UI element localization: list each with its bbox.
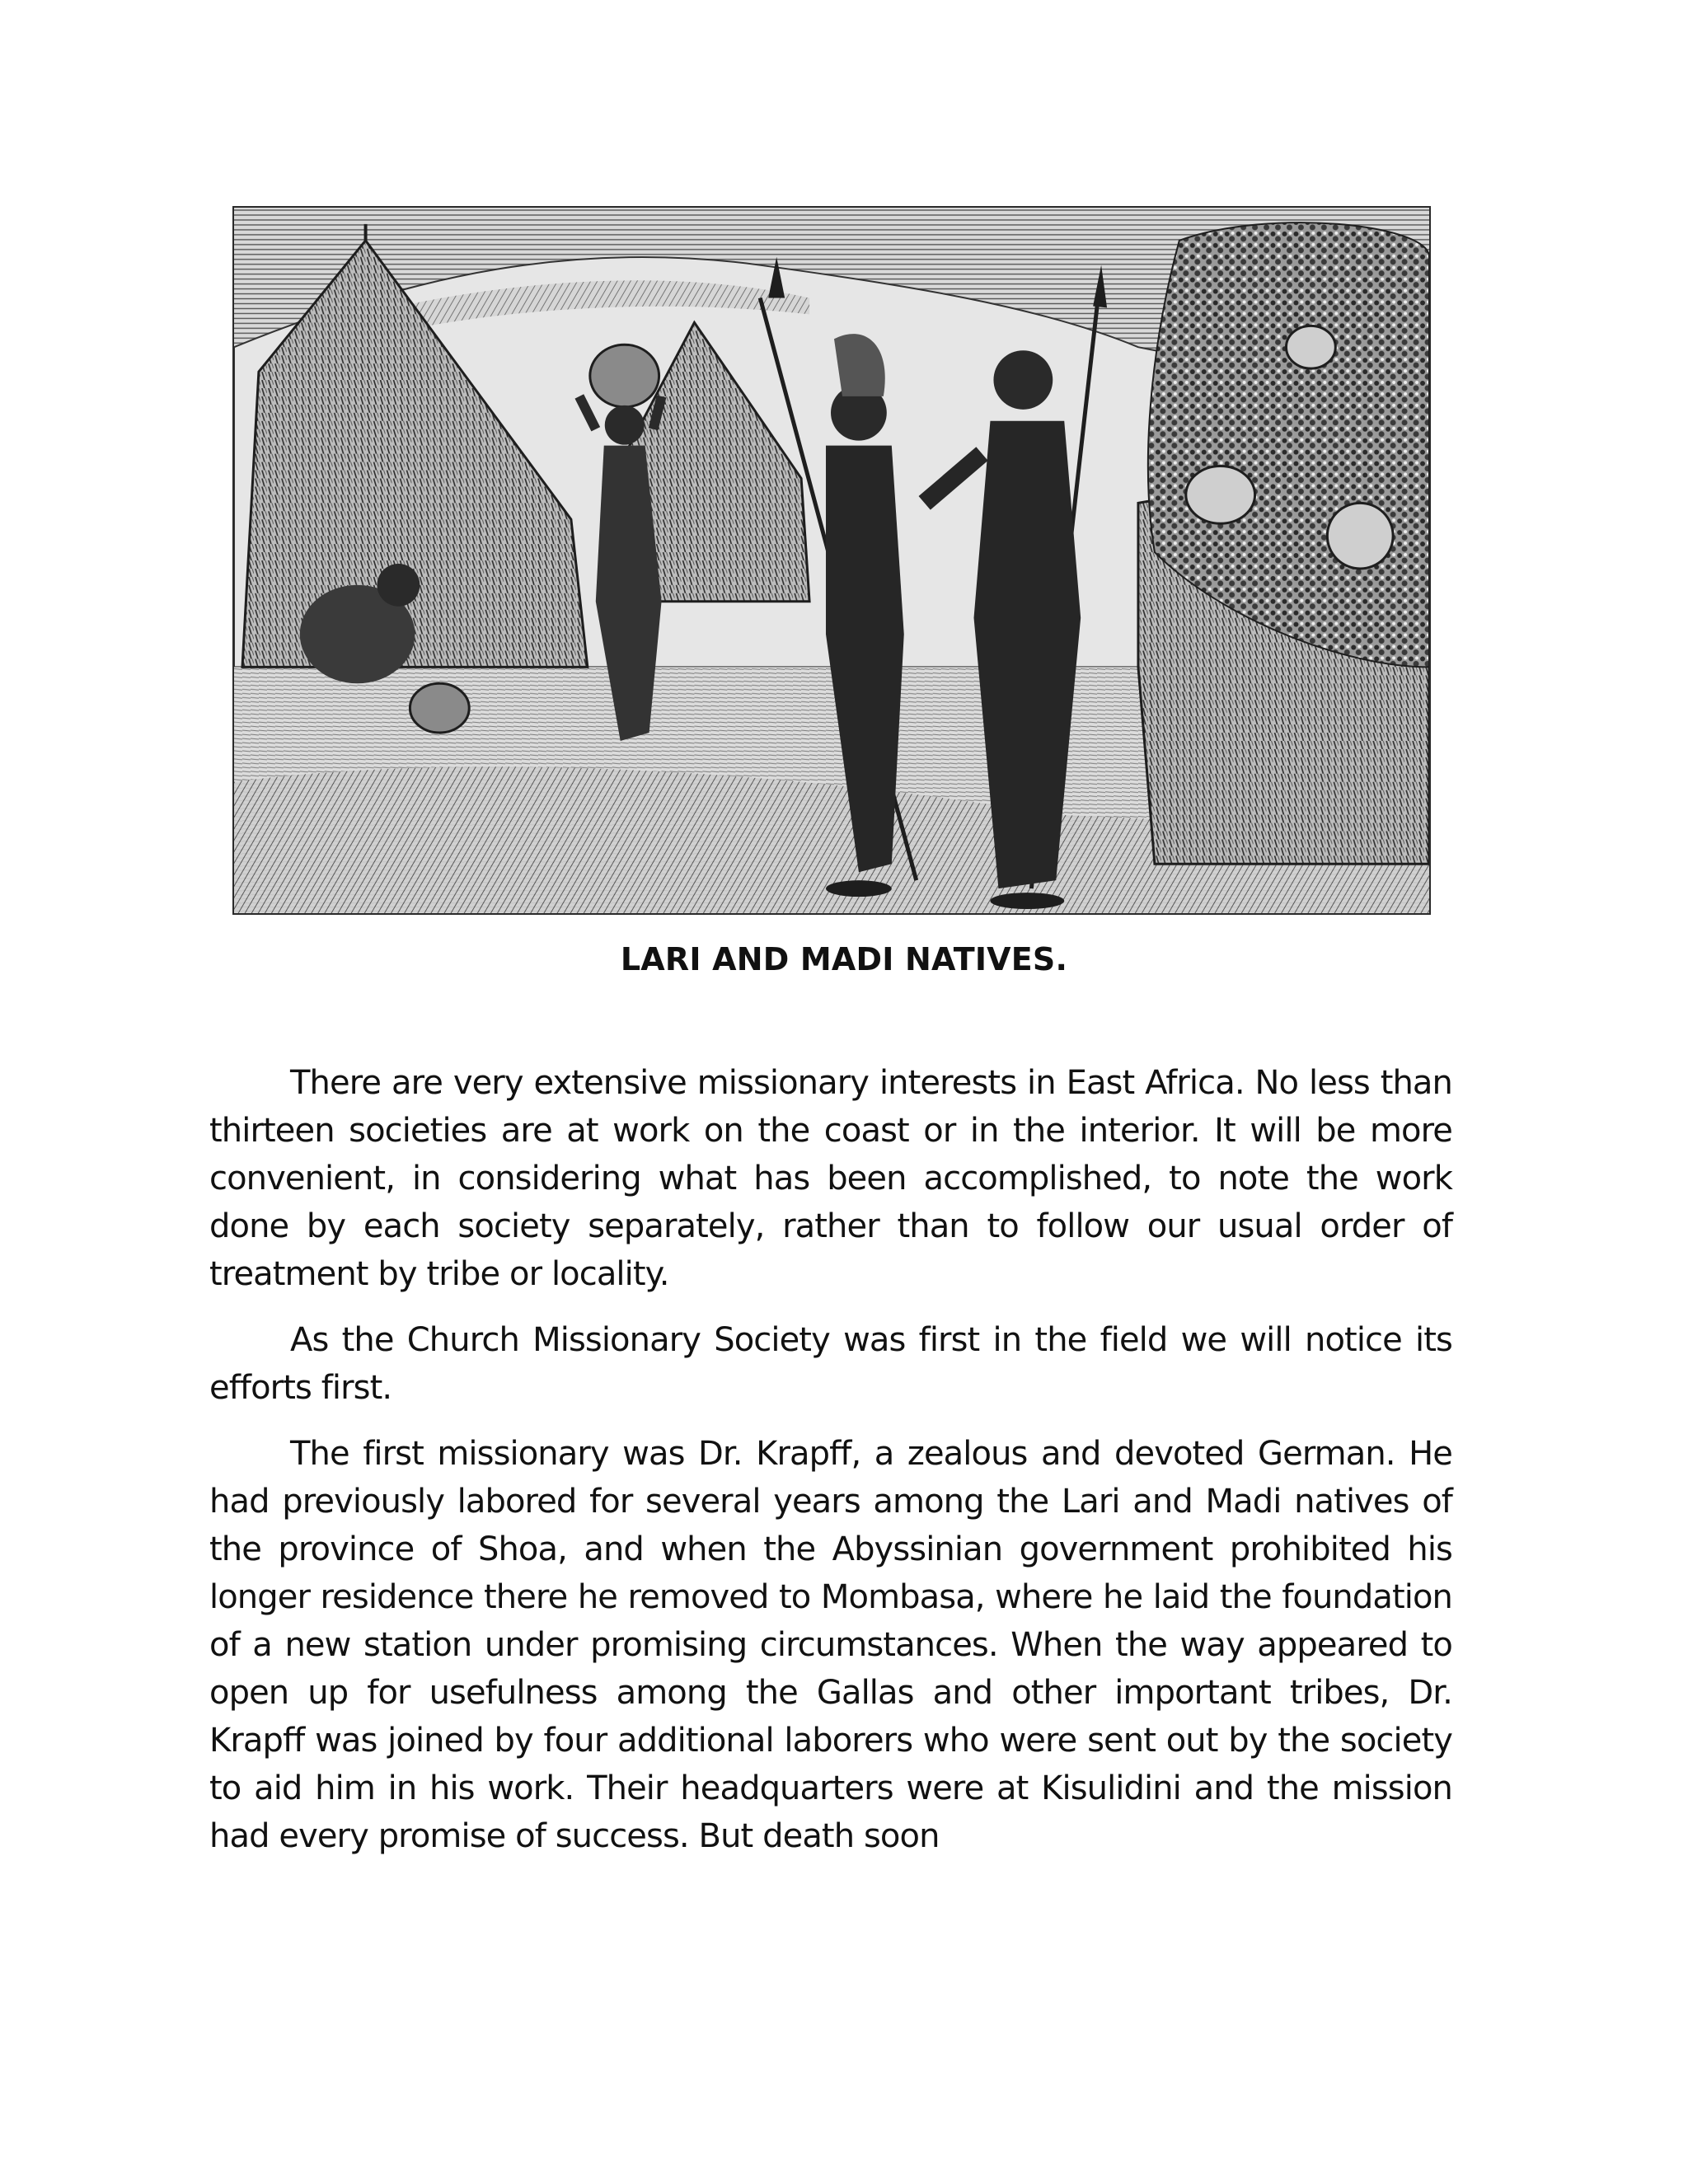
engraving-illustration — [232, 206, 1431, 915]
figure-caption: LARI AND MADI NATIVES. — [620, 941, 1068, 977]
body-text — [209, 1059, 1452, 1878]
right-hut — [1138, 223, 1429, 864]
engraving-image — [234, 208, 1429, 913]
paragraph: The first missionary was Dr. Krapff, a zealous and devoted German. He had previously labored for several years among the Lari and Madi natives of the province of Shoa, and when the Abyssinian government prohibited his longer residence there he removed to Mombasa, where he laid the foundation of a new station under promising circumstances. When the way appeared to open up for usefulness among the Gallas and other important tribes, Dr. Krapff was joined by four additional laborers who were sent out by the society to aid him in his work. Their headquarters were at Kisulidini and the mission had every promise of success. But death soon — [209, 1435, 1452, 1855]
paragraph: As the Church Missionary Society was first in the field we will notice its efforts first. — [209, 1321, 1452, 1407]
paragraph: There are very extensive missionary interests in East Africa. No less than thirteen societies are at work on the coast or in the interior. It will be more convenient, in considering what has been accomplished, to note the work done by each society separately, rather than to follow our usual order of treatment by tribe or locality. — [209, 1064, 1452, 1293]
